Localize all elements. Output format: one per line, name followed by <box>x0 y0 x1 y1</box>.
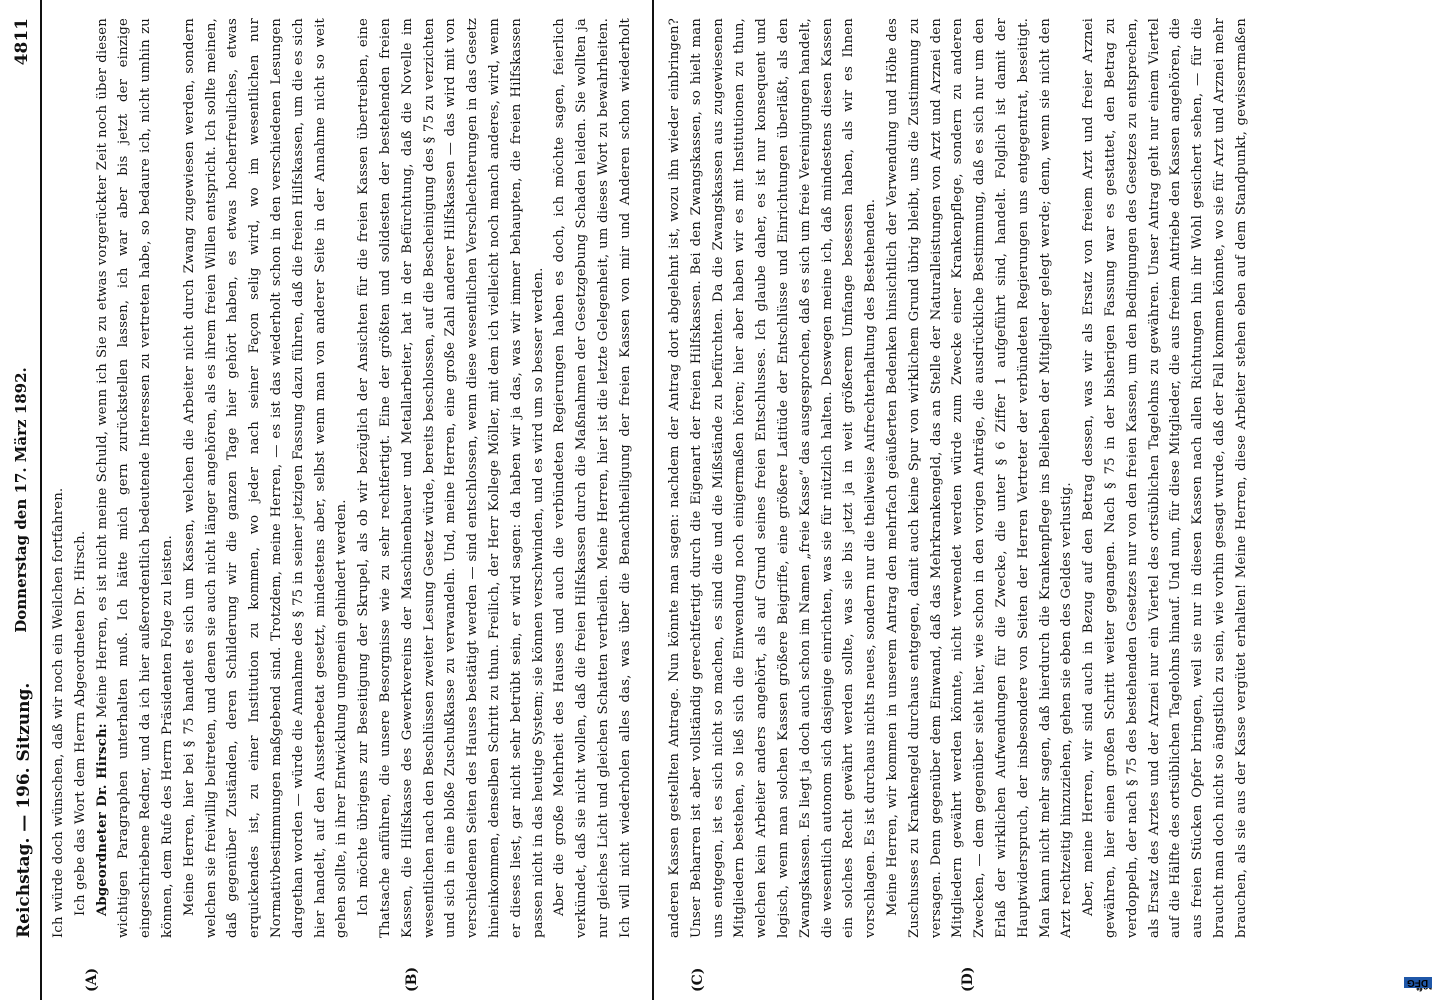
paragraph <box>48 18 70 938</box>
paragraph-text: Meine Herren, hier bei § 75 handelt es sich um Kassen, welchen die Arbeiter nicht durch Zwang zugewiesen werden, sondern welchen sie freiwillig beitreten, und denen sie auch nicht länger angehören, als es ihrem freien Willen entspricht. Ich sollte meinen, daß gegenüber Zuständen, deren Schilderung wir die ganzen Tage hier gehört haben, es etwas hocherfreuliches, etwas erquickendes ist, zu einer Institution zu kommen, wo jeder nach seiner Façon selig wird, wo im wesentlichen nur Normativbestimmungen maßgebend sind. Trotzdem, meine Herren, — es ist das wiederholt schon in den verschiedenen Lesungen dargethan worden — würde die Annahme des § 75 in seiner jetzigen Fassung dazu führen, daß die freien Hilfskassen, um die es sich hier handelt, auf den Aussterbeetat gesetzt, mindestens aber, selbst wenn man von anderer Seite in der Annahme nicht so weit gehen sollte, in ihrer Entwicklung ungemein gehindert werden. <box>181 18 350 938</box>
paragraph-text: anderen Kassen gestellten Antrage. Nun könnte man sagen: nachdem der Antrag dort abgelehnt ist, wozu ihn wieder einbringen? Unser Beharren ist aber vollständig gerechtfertigt durch die Eigenart der freien Hilfskassen. Bei den Zwangskassen, so hielt man uns entgegen, ist es sich nicht so machen, es sind die und die Mißstände zu befürchten. Da die Zwangskassen aus zugewiesenen Mitgliedern bestehen, so ließ sich die Einwendung noch einigermaßen hören; hier aber haben wir es mit Institutionen zu thun, welchen kein Arbeiter anders angehört, als auf Grund seines freien Entschlusses. Ich glaube daher, es ist nur konsequent und logisch, wenn man solchen Kassen größere Beigriffe, eine größere Latitüde der Entschlüsse und Einrichtungen überläßt, als den Zwangskassen. Es liegt ja doch auch schon im Namen „freie Kasse“ das ausgesprochen, daß es sich um freie Vereinigungen handelt, die wesentlich autonom sich dasjenige einrichten, was sie für nützlich halten. Deswegen meine ich, daß mindestens diesen Kassen ein solches Recht gewährt werden sollte, was sie bis jetzt ja in weit größerem Umfange besessen haben, als wir es Ihnen vorschlagen. Es ist durchaus nichts neues, sondern nur die theilweise Aufrechterhaltung des Bestehenden. <box>667 18 879 938</box>
paragraph <box>882 18 1078 938</box>
paragraph <box>70 18 92 938</box>
paragraph <box>1078 18 1254 938</box>
column-divider <box>652 0 654 1000</box>
column-right-block <box>660 0 1260 1000</box>
marker-b: (B) <box>404 966 420 992</box>
digitization-credit <box>1407 0 1432 1000</box>
speaker-name: Abgeordneter Dr. Hirsch: <box>94 723 110 916</box>
marker-c: (C) <box>690 967 706 992</box>
header-date: Donnerstag den 17. März 1892. <box>12 367 30 633</box>
column-left-block <box>44 0 644 1000</box>
dfg-logo: DFG <box>1404 977 1432 988</box>
paragraph <box>92 18 179 938</box>
column-left-text <box>48 18 638 938</box>
paragraph-text: Meine Herren, es ist nicht meine Schuld, wenn ich Sie zu etwas vorgerückter Zeit noch über diesen wichtigen Paragraphen unterhalten muß. Ich hätte mich gern zurückstellen lassen, ich war aber bis jetzt der einzige eingeschriebene Redner, und da ich hier außerordentlich bedeutende Interessen zu vertreten habe, so bedaure ich, nicht umhin zu können, dem Rufe des Herrn Präsidenten Folge zu leisten. <box>94 18 175 938</box>
paragraph <box>353 18 549 938</box>
marker-d: (D) <box>960 966 976 992</box>
paragraph-text: Ich gebe das Wort dem Herrn Abgeordneten Dr. Hirsch. <box>72 530 88 916</box>
paragraph <box>179 18 353 938</box>
marker-a: (A) <box>84 967 100 992</box>
paragraph <box>664 18 882 938</box>
paragraph <box>549 18 638 938</box>
header-page-number: 4811 <box>12 18 32 66</box>
column-right-text <box>664 18 1254 938</box>
paragraph-text: Aber, meine Herren, wir sind auch in Bezug auf den Betrag dessen, was wir als Ersatz von freiem Arzt und freier Arznei gewähren, hier einen großen Schritt weiter gegangen. Nach § 75 in der bisherigen Fassung war es gestattet, den Betrag zu verdoppeln, der nach § 75 des bestehenden Gesetzes nur von den freien Kassen, um den Bedingungen des Gesetzes zu entsprechen, als Ersatz des Arztes und der Arznei nur ein Viertel des ortsüblichen Tagelohns zu gewähren. Unser Antrag geht nur einem Viertel auf die Hälfte des ortsüblichen Tagelohns hinauf. Und nun, für diese Mitglieder, die aus freiem Antriebe den Kassen angehören, die aus freien Stücken Opfer bringen, weil sie nur in diesen Kassen nach allen Richtungen hin ihr Wohl gesichert sehen, — für die braucht man doch nicht so ängstlich zu sein, wie vorhin gesagt wurde, daß der Fall kommen könnte, wo sie für Arzt und Arznei mehr brauchen, als sie aus der Kasse vergütet erhalten! Meine Herren, diese Arbeiter stehen eben auf dem Standpunkt, gewissermaßen <box>1081 18 1249 938</box>
header-session: Reichstag. — 196. Sitzung. <box>14 682 34 938</box>
page-header <box>0 0 42 1000</box>
paragraph-text: Ich würde doch wünschen, daß wir noch ein Weilchen fortfahren. <box>51 487 66 938</box>
paragraph-text: Meine Herren, wir kommen in unserem Antrag den mehrfach geäußerten Bedenken hinsichtlich der Verwendung und Höhe des Zuschusses zu Krankengeld durchaus entgegen, damit auch keine Spur von wirklichem Grund übrig bleibt, uns die Zustimmung zu versagen. Denn gegenüber dem Einwand, daß das Mehrkrankengeld, das an Stelle der Naturalleistungen von Arzt und Arznei den Mitgliedern gewährt werden könnte, nicht verwendet werden würde zum Zwecke einer Krankenpflege, sondern zu anderen Zwecken, — dem gegenüber sieht hier, wie schon in den vorigen Anträge, die ausdrückliche Bestimmung, daß es sich nur um den Erlaß der wirklichen Aufwendungen für die Zwecke, die unter § 6 Ziffer 1 aufgeführt sind, handelt. Folglich ist damit der Hauptwiderspruch, der insbesondere von Seiten der Herren Vertreter der verbündeten Regierungen uns entgegentrat, beseitigt. Man kann nicht mehr sagen, daß hierdurch die Krankenpflege ins Belieben der Mitglieder gelegt werde; denn, wenn sie nicht den Arzt rechtzeitig hinzuziehen, gehen sie eben des Geldes verlustig. <box>884 18 1075 938</box>
paragraph-text: Ich möchte übrigens zur Beseitigung der Skrupel, als ob wir bezüglich der Ansichten für die freien Kassen übertreiben, eine Thatsache anführen, die unsere Besorgnisse wie zu sehr rechtfertigt. Eine der größten und solidesten der bestehenden freien Kassen, die Hilfskasse des Gewerkvereins der Maschinenbauer und Metallarbeiter, hat in der Befürchtung, daß die Novelle im wesentlichen nach den Beschlüssen zweiter Lesung Gesetz würde, bereits beschlossen, auf die Bescheinigung des § 75 zu verzichten und sich in eine bloße Zuschußkasse zu verwandeln. Und, meine Herren, eine große Zahl anderer Hilfskassen — das wird mit von verschiedenen Seiten des Hauses bestätigt werden — sind entschlossen, wenn diese wesentlichen Verschlechterungen in das Gesetz hineinkommen, denselben Schritt zu thun. Freilich, der Herr Kollege Möller, mit dem ich vielleicht noch manch anderes, wird, wenn er dieses liest, gar nicht sehr betrübt sein, er wird sagen: da haben wir ja das, was wir immer behaupten, die freien Hilfskassen passen nicht in das heutige System; sie können verschwinden, und es wird um so besser werden. <box>356 18 546 938</box>
paragraph-text: Aber die große Mehrheit des Hauses und auch die verbündeten Regierungen haben es doch, ich möchte sagen, feierlich verkündet, daß sie nicht wollen, daß die freien Hilfskassen durch die Maßnahmen der Gesetzgebung Schaden leiden. Sie wollten ja nur gleiches Licht und gleichen Schatten vertheilen. Meine Herren, hier ist die letzte Gelegenheit, um dieses Wort zu bewahrheiten. Ich will nicht wiederholen alles das, was über die Benachtheiligung der freien Kassen von mir und Anderen schon wiederholt <box>552 18 633 938</box>
